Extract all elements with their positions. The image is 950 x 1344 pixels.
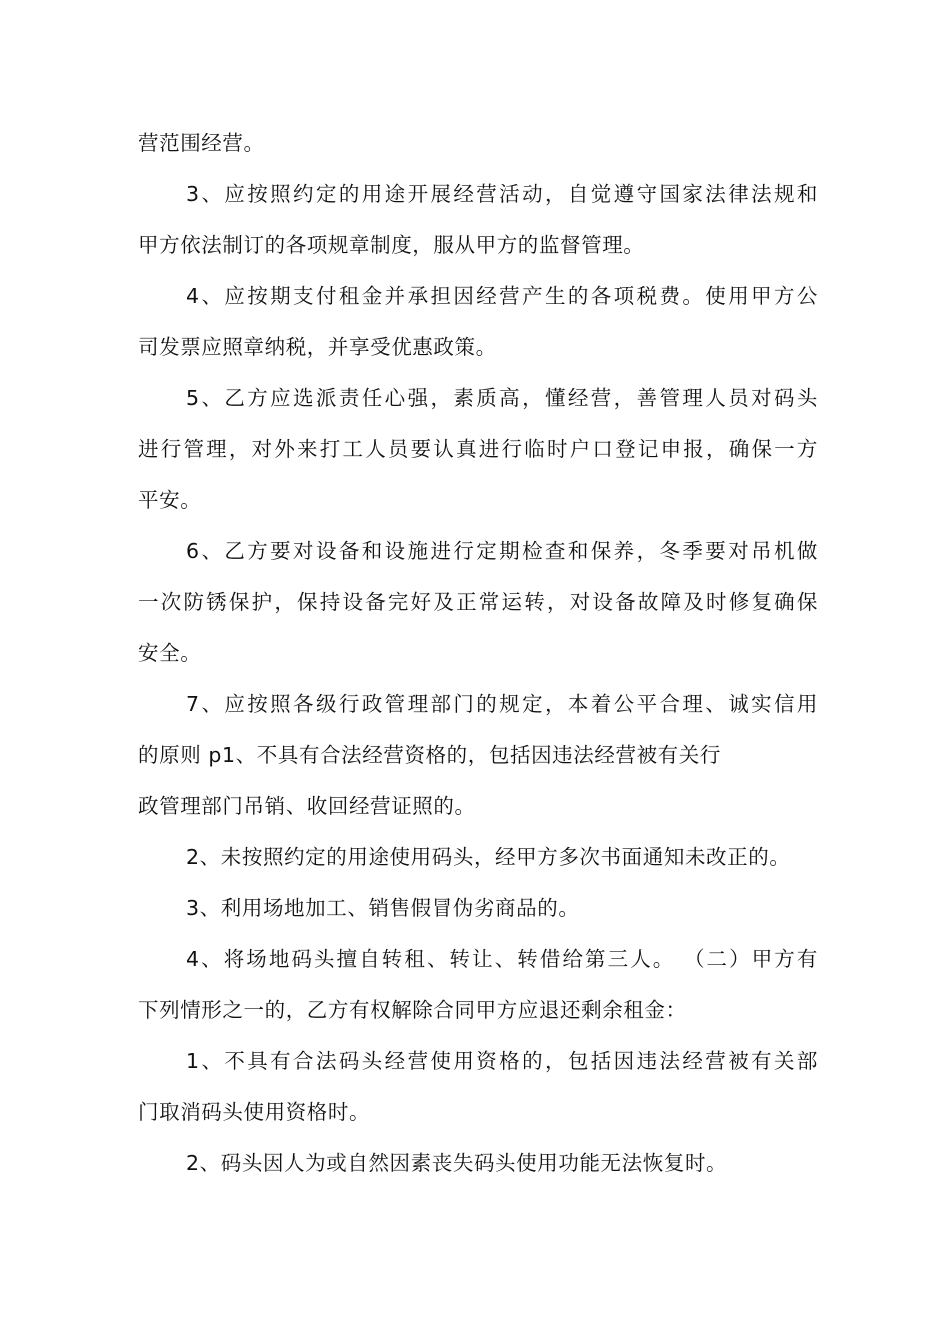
text-line: 门取消码头使用资格时。 bbox=[138, 1100, 371, 1124]
paragraph-start-line: 3、利用场地加工、销售假冒伪劣商品的。 bbox=[186, 896, 580, 920]
paragraph-start-line: 6、乙方要对设备和设施进行定期检查和保养，冬季要对吊机做 bbox=[186, 539, 818, 563]
text-line: 平安。 bbox=[138, 488, 202, 512]
text-line: 的原则 p1、不具有合法经营资格的，包括因违法经营被有关行 bbox=[138, 743, 721, 767]
text-line: 政管理部门吊销、收回经营证照的。 bbox=[138, 794, 476, 818]
paragraph-start-line: 1、不具有合法码头经营使用资格的，包括因违法经营被有关部 bbox=[186, 1049, 818, 1073]
paragraph-start-line: 2、未按照约定的用途使用码头，经甲方多次书面通知未改正的。 bbox=[186, 845, 791, 869]
text-line: 一次防锈保护，保持设备完好及正常运转，对设备故障及时修复确保 bbox=[138, 590, 818, 614]
paragraph-start-line: 5、乙方应选派责任心强，素质高，懂经营，善管理人员对码头 bbox=[186, 386, 818, 410]
text-line: 营范围经营。 bbox=[138, 131, 265, 155]
paragraph-start-line: 4、将场地码头擅自转租、转让、转借给第三人。 （二）甲方有 bbox=[186, 947, 818, 971]
paragraph-start-line: 4、应按期支付租金并承担因经营产生的各项税费。使用甲方公 bbox=[186, 284, 818, 308]
text-line: 司发票应照章纳税，并享受优惠政策。 bbox=[138, 335, 497, 359]
document-body bbox=[138, 118, 818, 1189]
paragraph-start-line: 3、应按照约定的用途开展经营活动，自觉遵守国家法律法规和 bbox=[186, 182, 818, 206]
text-line: 甲方依法制订的各项规章制度，服从甲方的监督管理。 bbox=[138, 233, 645, 257]
paragraph-start-line: 7、应按照各级行政管理部门的规定，本着公平合理、诚实信用 bbox=[186, 692, 818, 716]
text-line: 下列情形之一的，乙方有权解除合同甲方应退还剩余租金： bbox=[138, 998, 687, 1022]
paragraph-start-line: 2、码头因人为或自然因素丧失码头使用功能无法恢复时。 bbox=[186, 1151, 728, 1175]
text-line: 进行管理，对外来打工人员要认真进行临时户口登记申报，确保一方 bbox=[138, 437, 818, 461]
text-line: 安全。 bbox=[138, 641, 202, 665]
